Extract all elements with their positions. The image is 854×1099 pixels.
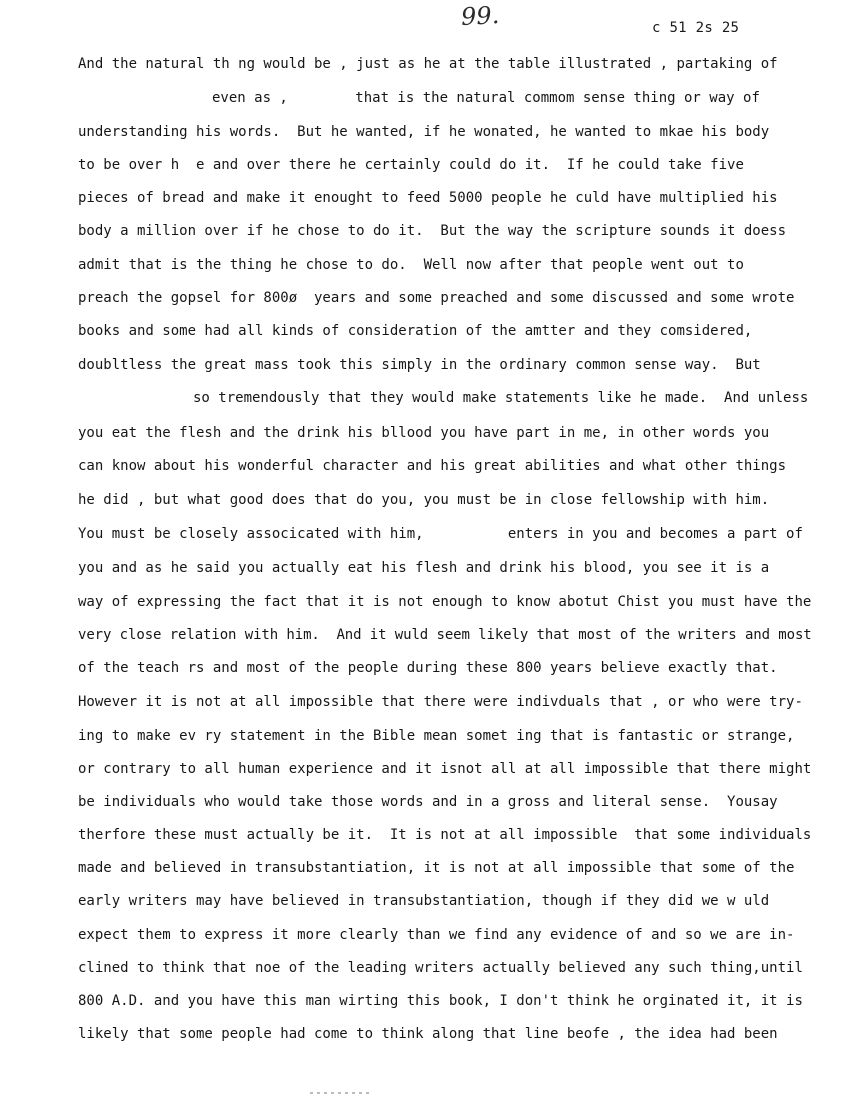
text-line: even as , that is the natural commom sense thing or way of: [212, 90, 760, 106]
text-line: he did , but what good does that do you, you must be in close fellowship with him.: [78, 492, 770, 508]
text-line: made and believed in transubstantiation, it is not at all impossible that some of the: [78, 860, 795, 876]
text-line: 800 A.D. and you have this man wirting this book, I don't think he orginated it, it is: [78, 993, 803, 1009]
text-line: can know about his wonderful character and his great abilities and what other things: [78, 458, 787, 474]
text-line: you eat the flesh and the drink his bllood you have part in me, in other words you: [78, 425, 770, 441]
handwritten-page-number: 99.: [460, 1, 500, 31]
text-line: expect them to express it more clearly than we find any evidence of and so we are in-: [78, 927, 795, 943]
text-line: early writers may have believed in transubstantiation, though if they did we w uld: [78, 893, 770, 909]
text-line: pieces of bread and make it enought to feed 5000 people he culd have multiplied his: [78, 190, 778, 206]
text-line: However it is not at all impossible that there were indivduals that , or who were try-: [78, 694, 803, 710]
text-line: preach the gopsel for 800ø years and some preached and some discussed and some wrote: [78, 290, 795, 306]
text-line: likely that some people had come to think along that line beofe , the idea had been: [78, 1026, 778, 1042]
faint-scan-mark: [310, 1092, 370, 1094]
document-reference-code: c 51 2s 25: [652, 20, 740, 36]
text-line: of the teach rs and most of the people during these 800 years believe exactly that.: [78, 660, 778, 676]
text-line: way of expressing the fact that it is not enough to know abotut Chist you must have the: [78, 594, 812, 610]
text-line: therfore these must actually be it. It is not at all impossible that some individuals: [78, 827, 812, 843]
text-line: you and as he said you actually eat his flesh and drink his blood, you see it is a: [78, 560, 770, 576]
text-line: understanding his words. But he wanted, if he wonated, he wanted to mkae his body: [78, 124, 770, 140]
text-line: clined to think that noe of the leading writers actually believed any such thing,until: [78, 960, 803, 976]
text-line: admit that is the thing he chose to do. Well now after that people went out to: [78, 257, 744, 273]
text-line: to be over h e and over there he certainly could do it. If he could take five: [78, 157, 744, 173]
text-line: You must be closely associcated with him, enters in you and becomes a part of: [78, 526, 803, 542]
text-line: doubltless the great mass took this simply in the ordinary common sense way. But: [78, 357, 761, 373]
text-line: be individuals who would take those words and in a gross and literal sense. Yousay: [78, 794, 778, 810]
text-line: body a million over if he chose to do it. But the way the scripture sounds it doess: [78, 223, 787, 239]
text-line: books and some had all kinds of consideration of the amtter and they comsidered,: [78, 323, 753, 339]
text-line: very close relation with him. And it wuld seem likely that most of the writers and most: [78, 627, 812, 643]
text-line: or contrary to all human experience and it isnot all at all impossible that there might: [78, 761, 812, 777]
text-line: And the natural th ng would be , just as he at the table illustrated , partaking of: [78, 56, 778, 72]
text-line: ing to make ev ry statement in the Bible mean somet ing that is fantastic or strange,: [78, 728, 795, 744]
text-line: so tremendously that they would make statements like he made. And unless: [193, 390, 809, 406]
